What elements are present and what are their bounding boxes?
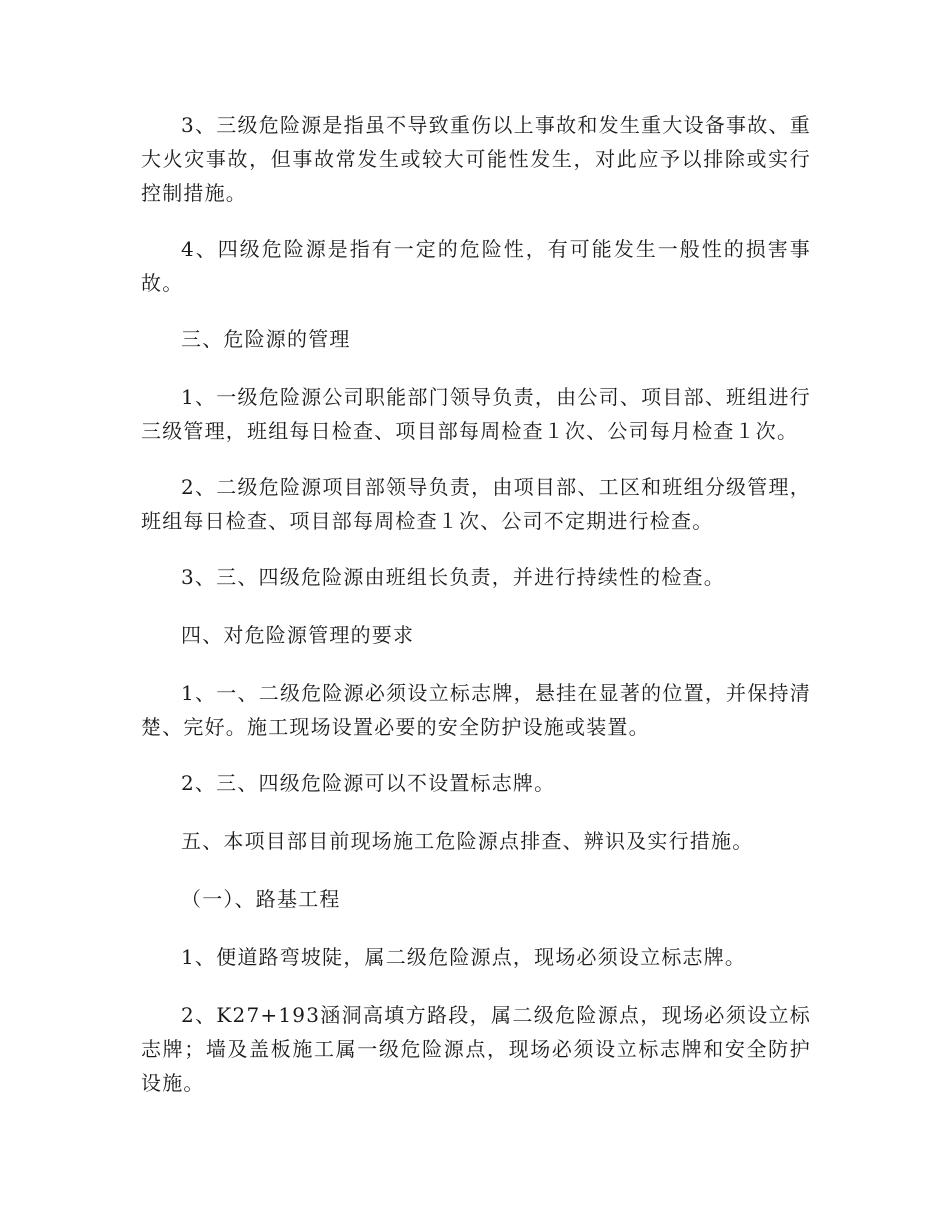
paragraph-requirement-signs: 1、一、二级危险源必须设立标志牌，悬挂在显著的位置，并保持清楚、完好。施工现场设置必要的安全防护设施或装置。 [141,681,811,739]
paragraph-grade-4-hazard: 4、四级危险源是指有一定的危险性，有可能发生一般性的损害事故。 [141,237,811,295]
section-heading-management: 三、危险源的管理 [181,327,351,351]
paragraph-management-grade-1: 1、一级危险源公司职能部门领导负责，由公司、项目部、班组进行三级管理，班组每日检查、项目部每周检查１次、公司每月检查１次。 [141,385,811,443]
paragraph-requirement-no-signs: 2、三、四级危险源可以不设置标志牌。 [181,771,556,795]
section-heading-requirements: 四、对危险源管理的要求 [181,623,415,647]
section-heading-site-hazards: 五、本项目部目前现场施工危险源点排查、辨识及实行措施。 [181,829,754,853]
paragraph-management-grade-2: 2、二级危险源项目部领导负责，由项目部、工区和班组分级管理，班组每日检查、项目部每周检查１次、公司不定期进行检查。 [141,475,811,533]
paragraph-management-grade-3-4: 3、三、四级危险源由班组长负责，并进行持续性的检查。 [181,565,725,589]
paragraph-roadbed-access-road: 1、便道路弯坡陡，属二级危险源点，现场必须设立标志牌。 [181,945,747,969]
subsection-heading-roadbed: （一）、路基工程 [181,887,341,911]
document-body [141,108,811,1122]
paragraph-roadbed-culvert: 2、K27+193涵洞高填方路段，属二级危险源点，现场必须设立标志牌；墙及盖板施工属一级危险源点，现场必须设立标志牌和安全防护设施。 [141,1003,811,1095]
paragraph-grade-3-hazard: 3、三级危险源是指虽不导致重伤以上事故和发生重大设备事故、重大火灾事故，但事故常发生或较大可能性发生，对此应予以排除或实行控制措施。 [141,113,811,205]
